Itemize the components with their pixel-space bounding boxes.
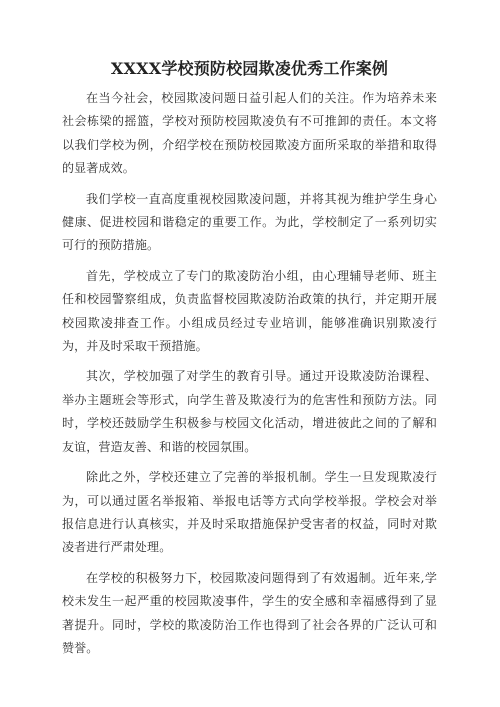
paragraph-intro: 在当今社会，校园欺凌问题日益引起人们的关注。作为培养未来社会栋梁的摇篮，学校对预防校园欺凌负有不可推卸的责任。本文将以我们学校为例，介绍学校在预防校园欺凌方面所采取的举措和取得的显著成效。 (62, 91, 437, 176)
paragraph-results: 在学校的积极努力下，校园欺凌问题得到了有效遏制。近年来,学校未发生一起严重的校园欺凌事件，学生的安全感和幸福感得到了显著提升。同时，学校的欺凌防治工作也得到了社会各界的广泛认可和赞誉。 (62, 570, 437, 655)
paragraph-first-measure: 首先，学校成立了专门的欺凌防治小组，由心理辅导老师、班主任和校园警察组成，负责监督校园欺凌防治政策的执行，并定期开展校园欺凌排查工作。小组成员经过专业培训，能够准确识别欺凌行为，并及时采取干预措施。 (62, 268, 437, 354)
document-page (62, 58, 437, 667)
document-title: XXXX学校预防校园欺凌优秀工作案例 (110, 59, 389, 78)
paragraph-second-measure: 其次，学校加强了对学生的教育引导。通过开设欺凌防治课程、举办主题班会等形式，向学生普及欺凌行为的危害性和预防方法。同时，学校还鼓励学生积极参与校园文化活动，增进彼此之间的了解和友谊，营造友善、和谐的校园氛围。 (62, 369, 437, 454)
paragraph-commitment: 我们学校一直高度重视校园欺凌问题，并将其视为维护学生身心健康、促进校园和谐稳定的重要工作。为此，学校制定了一系列切实可行的预防措施。 (62, 191, 437, 253)
paragraph-reporting-mechanism: 除此之外，学校还建立了完善的举报机制。学生一旦发现欺凌行为，可以通过匿名举报箱、举报电话等方式向学校举报。学校会对举报信息进行认真核实，并及时采取措施保护受害者的权益，同时对欺凌者进行严肃处理。 (62, 470, 437, 555)
